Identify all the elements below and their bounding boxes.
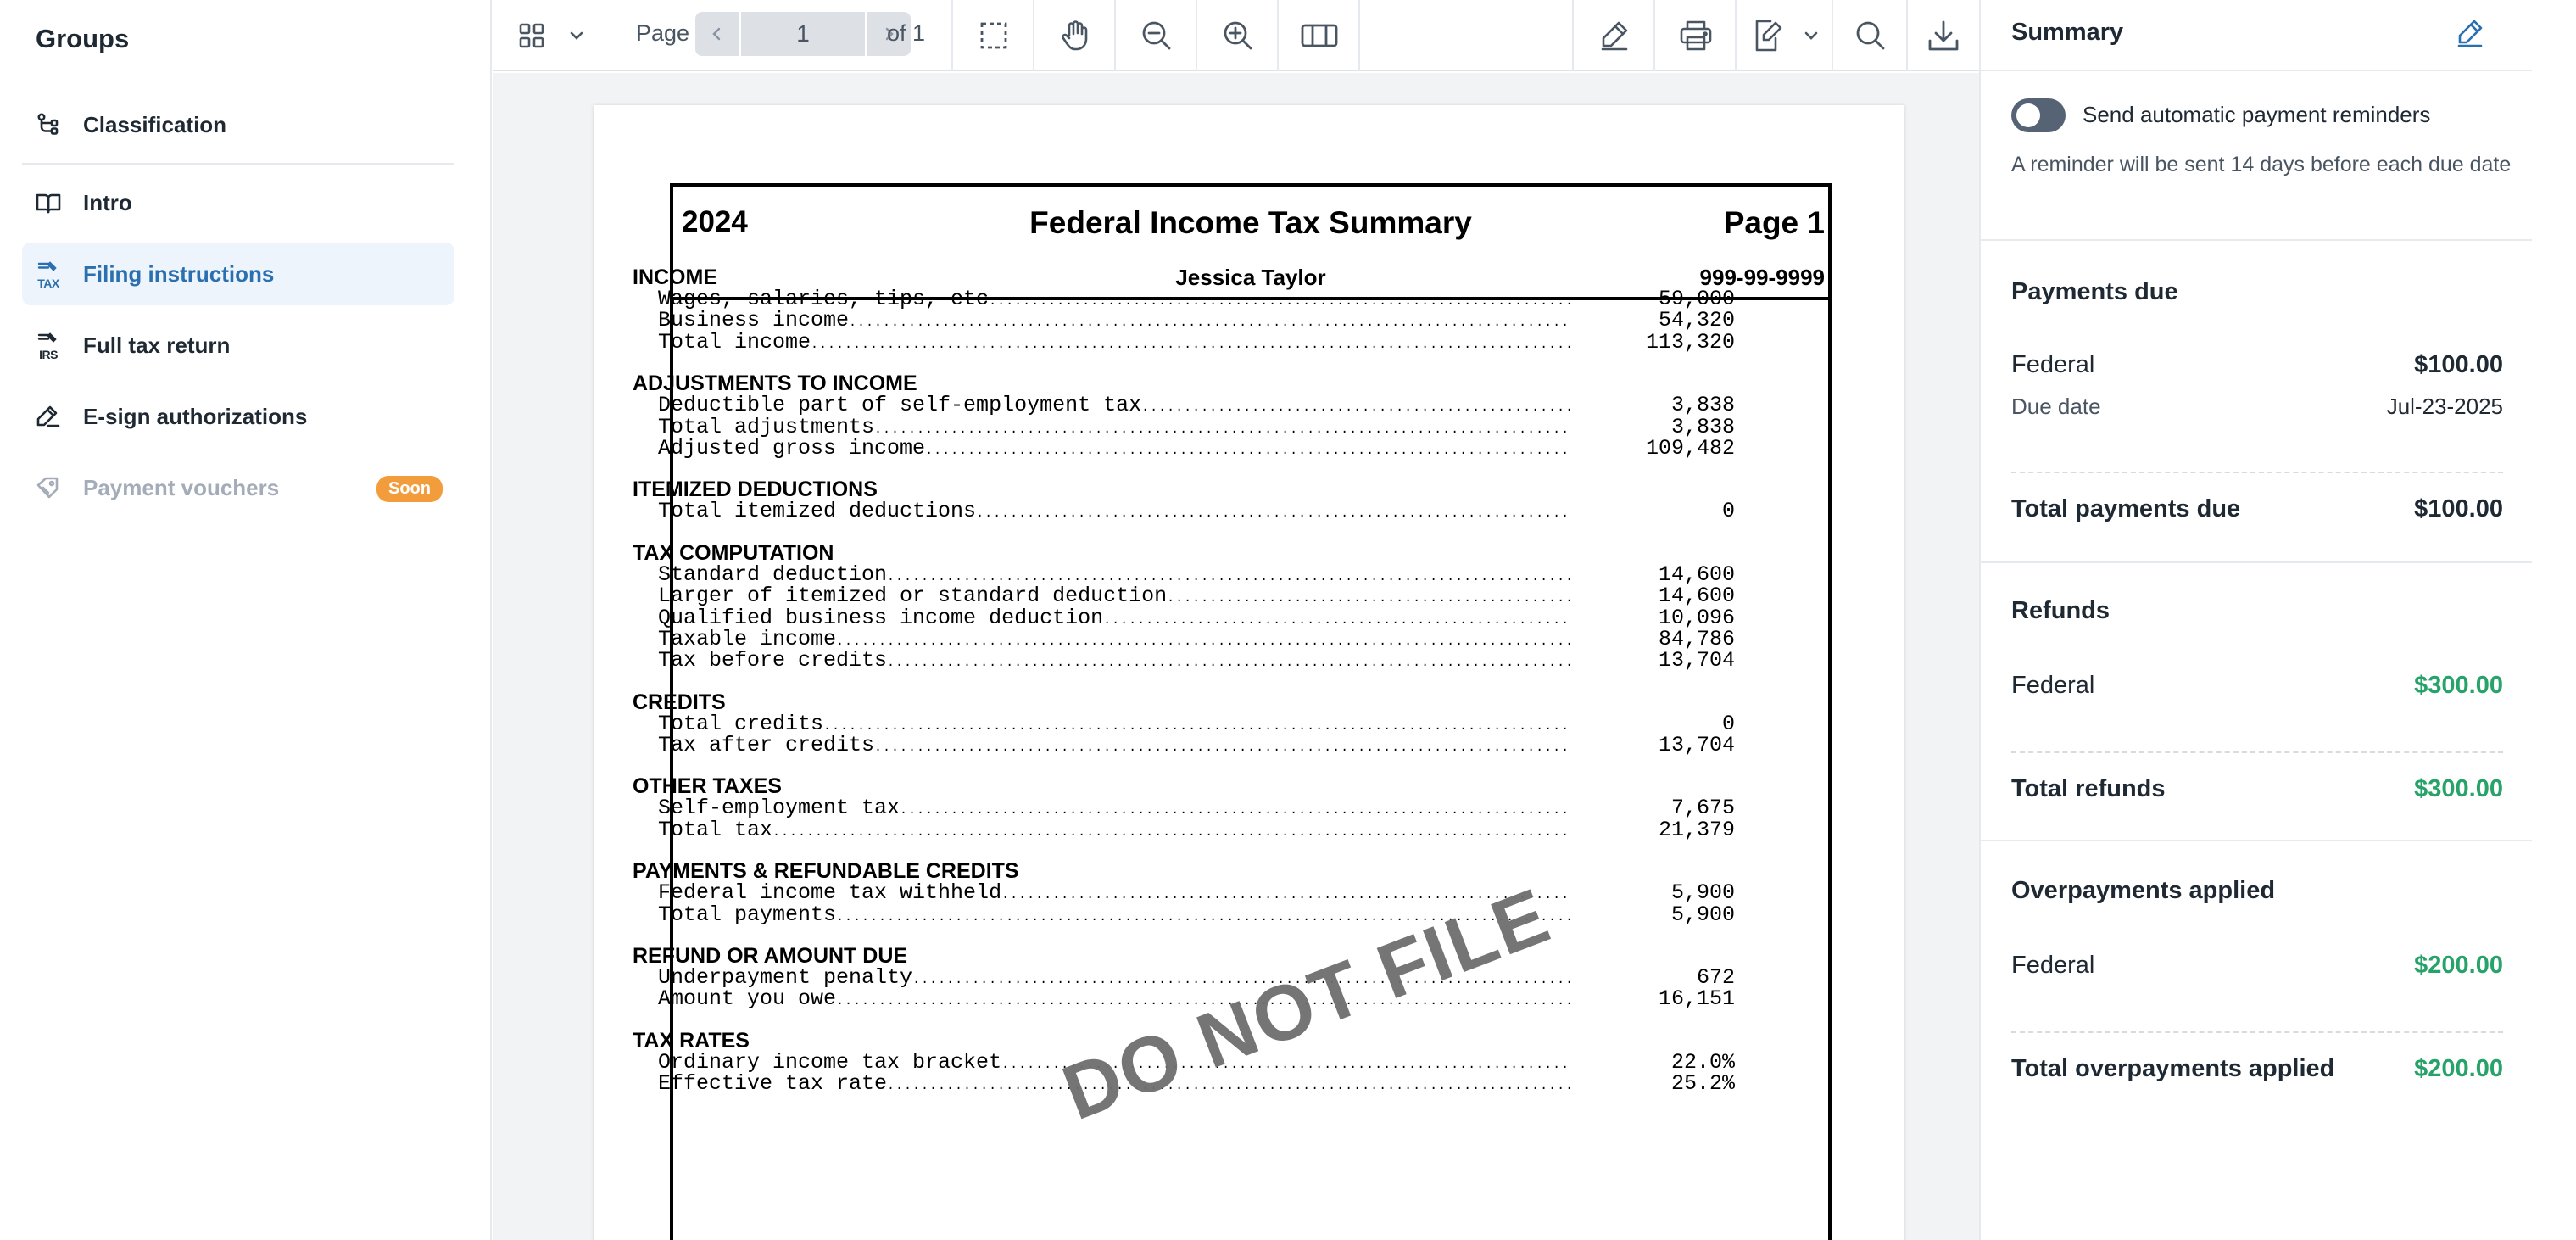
summary-dashed-divider bbox=[2011, 751, 2503, 753]
select-area-button[interactable] bbox=[955, 8, 1033, 63]
payment-reminders-help: A reminder will be sent 14 days before each due date bbox=[2011, 153, 2512, 176]
tax-line-value: 0 bbox=[1721, 499, 1735, 524]
toolbar-divider bbox=[1277, 0, 1279, 71]
tax-line-label: Adjusted gross income ..... bbox=[658, 438, 1570, 461]
sidebar-item-classification[interactable] bbox=[22, 93, 454, 156]
download-button[interactable] bbox=[1910, 8, 1977, 63]
edit-summary-button[interactable] bbox=[2454, 17, 2488, 51]
tax-line-value: 54,320 bbox=[1658, 308, 1735, 333]
row-label: Federal bbox=[2011, 672, 2095, 699]
zoom-in-icon bbox=[1221, 19, 1255, 53]
tax-line bbox=[633, 650, 1735, 671]
tax-section bbox=[633, 691, 1735, 757]
toolbar-divider bbox=[1832, 0, 1833, 71]
payments-due-federal-row bbox=[2011, 351, 2503, 379]
tax-line bbox=[633, 500, 1735, 522]
taxpayer-ssn: 999-99-9999 bbox=[1699, 265, 1825, 290]
sidebar bbox=[0, 0, 492, 1240]
tax-section-title: REFUND OR AMOUNT DUE bbox=[633, 944, 908, 969]
row-value: $100.00 bbox=[2414, 495, 2503, 522]
tax-summary-body bbox=[633, 266, 1735, 1114]
page-layout-button[interactable] bbox=[1280, 8, 1358, 63]
download-icon bbox=[1926, 19, 1960, 53]
toolbar-divider bbox=[1653, 0, 1655, 71]
tax-line bbox=[633, 584, 1735, 609]
summary-divider bbox=[1981, 70, 2532, 71]
tax-line-value: 5,900 bbox=[1670, 880, 1735, 906]
tax-line-value: 14,600 bbox=[1658, 561, 1735, 587]
tax-line-label: Business income ..... bbox=[658, 310, 1570, 333]
tax-line bbox=[633, 607, 1735, 628]
tax-section-title: CREDITS bbox=[633, 690, 726, 714]
tax-line-value: 21,379 bbox=[1658, 817, 1735, 842]
tax-line bbox=[633, 435, 1735, 461]
tax-line bbox=[633, 880, 1735, 906]
taxpayer-name: Jessica Taylor bbox=[1175, 265, 1326, 290]
tax-line-label: Self-employment tax ..... bbox=[658, 797, 1570, 821]
summary-divider bbox=[1981, 840, 2532, 841]
page-count: of 1 bbox=[887, 20, 926, 46]
payment-reminders-label: Send automatic payment reminders bbox=[2083, 102, 2431, 127]
tax-section-title: INCOME bbox=[633, 265, 717, 289]
tax-section-title: ADJUSTMENTS TO INCOME bbox=[633, 371, 917, 396]
row-label: Due date bbox=[2011, 394, 2101, 419]
marquee-select-icon bbox=[978, 20, 1010, 52]
tax-line bbox=[633, 288, 1735, 310]
tax-line-label: Standard deduction ..... bbox=[658, 564, 1570, 588]
toolbar-divider bbox=[1572, 0, 1574, 71]
sidebar-item-label: Payment vouchers bbox=[83, 474, 280, 500]
pdf-viewer[interactable] bbox=[493, 73, 1979, 1240]
previous-page-button[interactable] bbox=[695, 12, 739, 56]
tax-line bbox=[633, 713, 1735, 735]
summary-dashed-divider bbox=[2011, 1031, 2503, 1033]
tax-line-value: 13,704 bbox=[1658, 648, 1735, 673]
tax-line-value: 7,675 bbox=[1670, 796, 1735, 821]
tax-line-label: Federal income tax withheld ..... bbox=[658, 882, 1570, 906]
tax-line-label: Qualified business income deduction ..... bbox=[658, 607, 1570, 631]
voucher-icon bbox=[34, 473, 63, 502]
hand-icon bbox=[1058, 19, 1092, 53]
tax-line-value: 84,786 bbox=[1658, 626, 1735, 651]
tax-line-label: Ordinary income tax bracket ..... bbox=[658, 1052, 1570, 1075]
row-label: Total overpayments applied bbox=[2011, 1055, 2335, 1082]
printer-icon bbox=[1678, 19, 1714, 53]
tax-section-title: PAYMENTS & REFUNDABLE CREDITS bbox=[633, 859, 1019, 884]
sidebar-item-label: E-sign authorizations bbox=[83, 403, 308, 429]
tax-section-title: TAX RATES bbox=[633, 1028, 750, 1053]
tax-line-value: 0 bbox=[1721, 711, 1735, 736]
pan-tool-button[interactable] bbox=[1036, 8, 1114, 63]
tax-line-value: 3,838 bbox=[1670, 393, 1735, 418]
signature-icon bbox=[34, 402, 63, 431]
overpayments-federal-row bbox=[2011, 952, 2503, 980]
total-refunds-row bbox=[2011, 775, 2503, 803]
book-icon bbox=[34, 188, 63, 217]
row-value: $300.00 bbox=[2414, 775, 2503, 802]
tax-line-value: 25.2% bbox=[1670, 1071, 1735, 1097]
page-label: Page bbox=[636, 20, 690, 46]
sidebar-item-label: Filing instructions bbox=[83, 260, 275, 287]
total-payments-due-row bbox=[2011, 495, 2503, 523]
sidebar-item-e-sign-authorizations[interactable] bbox=[22, 385, 454, 448]
tax-icon bbox=[34, 260, 63, 288]
tax-line-value: 10,096 bbox=[1658, 605, 1735, 630]
grid-icon bbox=[517, 21, 546, 50]
pen-icon bbox=[1597, 19, 1631, 53]
tax-line bbox=[633, 796, 1735, 821]
sidebar-item-label: Full tax return bbox=[83, 332, 231, 358]
tax-line-label: Larger of itemized or standard deduction ..... bbox=[658, 585, 1570, 609]
irs-icon bbox=[34, 331, 63, 360]
tax-section bbox=[633, 266, 1735, 353]
tax-line-label: Wages, salaries, tips, etc ..... bbox=[658, 288, 1570, 312]
tax-line bbox=[633, 561, 1735, 587]
row-value: Jul-23-2025 bbox=[2386, 394, 2503, 419]
total-overpayments-row bbox=[2011, 1055, 2503, 1083]
tax-line-label: Amount you owe ..... bbox=[658, 988, 1570, 1012]
toolbar-divider bbox=[1114, 0, 1116, 71]
sign-button[interactable] bbox=[1738, 8, 1798, 63]
tax-section-title: ITEMIZED DEDUCTIONS bbox=[633, 478, 878, 502]
row-value: $200.00 bbox=[2414, 1055, 2503, 1082]
document-page-number: Page 1 bbox=[1723, 205, 1825, 240]
sidebar-title: Groups bbox=[36, 24, 130, 53]
two-page-icon bbox=[1300, 20, 1339, 51]
refunds-federal-row bbox=[2011, 672, 2503, 700]
sidebar-item-intro[interactable] bbox=[22, 171, 454, 234]
classification-icon bbox=[34, 110, 63, 139]
search-button[interactable] bbox=[1835, 8, 1906, 63]
tax-line bbox=[633, 628, 1735, 650]
sidebar-item-full-tax-return[interactable] bbox=[22, 314, 454, 377]
do-not-file-watermark: DO NOT FILE bbox=[1051, 872, 1562, 1137]
tax-line-label: Total payments ..... bbox=[658, 904, 1570, 928]
tax-line-label: Taxable income ..... bbox=[658, 628, 1570, 652]
tax-section bbox=[633, 542, 1735, 672]
tax-line-value: 59,000 bbox=[1658, 287, 1735, 311]
pdf-toolbar bbox=[493, 0, 1979, 71]
tax-section bbox=[633, 945, 1735, 1010]
document-edit-icon bbox=[1750, 18, 1786, 53]
irs-icon-text: IRS bbox=[39, 348, 58, 361]
tax-line-value: 14,600 bbox=[1658, 584, 1735, 609]
sidebar-divider bbox=[22, 163, 454, 165]
row-label: Total payments due bbox=[2011, 495, 2241, 522]
tax-line-label: Deductible part of self-employment tax ..... bbox=[658, 394, 1570, 418]
page-number-input[interactable] bbox=[741, 12, 865, 56]
toolbar-divider bbox=[951, 0, 953, 71]
tax-line bbox=[633, 735, 1735, 756]
row-label: Federal bbox=[2011, 952, 2095, 979]
tax-line-value: 113,320 bbox=[1645, 329, 1735, 355]
pdf-page bbox=[594, 105, 1904, 1240]
tax-line bbox=[633, 394, 1735, 416]
search-icon bbox=[1854, 19, 1887, 53]
zoom-out-icon bbox=[1140, 19, 1174, 53]
zoom-out-button[interactable] bbox=[1118, 8, 1196, 63]
tax-section-title: TAX COMPUTATION bbox=[633, 540, 834, 565]
tax-section-title: OTHER TAXES bbox=[633, 774, 782, 799]
tax-line-value: 3,838 bbox=[1670, 414, 1735, 439]
tax-line-label: Total itemized deductions ..... bbox=[658, 500, 1570, 524]
row-value: $100.00 bbox=[2414, 351, 2503, 378]
toolbar-divider bbox=[1196, 0, 1197, 71]
soon-badge: Soon bbox=[376, 476, 443, 502]
row-value: $300.00 bbox=[2414, 672, 2503, 699]
tax-line-value: 5,900 bbox=[1670, 902, 1735, 927]
tax-line-value: 22.0% bbox=[1670, 1049, 1735, 1075]
tax-line bbox=[633, 965, 1735, 991]
tax-line-label: Total adjustments ..... bbox=[658, 416, 1570, 440]
toolbar-divider bbox=[1906, 0, 1908, 71]
payments-due-date-row bbox=[2011, 394, 2503, 420]
tax-line-label: Tax after credits ..... bbox=[658, 735, 1570, 758]
toolbar-divider bbox=[1358, 0, 1360, 71]
tax-line bbox=[633, 416, 1735, 438]
payment-reminders-toggle[interactable] bbox=[2011, 98, 2066, 132]
tax-line-label: Total credits ..... bbox=[658, 713, 1570, 737]
summary-panel bbox=[1979, 0, 2576, 1240]
tax-line bbox=[633, 904, 1735, 925]
overpayments-heading: Overpayments applied bbox=[2011, 877, 2276, 904]
document-title: Federal Income Tax Summary bbox=[1029, 205, 1472, 240]
toolbar-divider bbox=[1033, 0, 1034, 71]
tax-year: 2024 bbox=[682, 205, 748, 238]
tax-line-label: Effective tax rate ..... bbox=[658, 1073, 1570, 1097]
tax-line-label: Tax before credits ..... bbox=[658, 650, 1570, 673]
thumbnails-dropdown-button[interactable] bbox=[560, 8, 594, 63]
chevron-down-icon bbox=[1802, 26, 1820, 45]
sidebar-item-filing-instructions[interactable] bbox=[22, 243, 454, 305]
pencil-icon bbox=[2454, 17, 2486, 49]
summary-divider bbox=[1981, 239, 2532, 241]
sign-dropdown-button[interactable] bbox=[1794, 8, 1828, 63]
summary-title: Summary bbox=[2011, 19, 2124, 46]
toolbar-divider bbox=[1735, 0, 1737, 71]
annotate-button[interactable] bbox=[1575, 8, 1653, 63]
tax-section bbox=[633, 372, 1735, 459]
tax-line-value: 16,151 bbox=[1658, 986, 1735, 1012]
refunds-heading: Refunds bbox=[2011, 597, 2110, 624]
thumbnails-button[interactable] bbox=[512, 8, 551, 63]
summary-divider bbox=[1981, 561, 2532, 563]
tax-section bbox=[633, 775, 1735, 841]
print-button[interactable] bbox=[1657, 8, 1735, 63]
tax-line-value: 13,704 bbox=[1658, 733, 1735, 758]
tax-line-label: Total income ..... bbox=[658, 332, 1570, 355]
payments-due-heading: Payments due bbox=[2011, 278, 2178, 305]
chevron-down-icon bbox=[567, 26, 586, 45]
zoom-in-button[interactable] bbox=[1199, 8, 1277, 63]
tax-line-label: Underpayment penalty ..... bbox=[658, 967, 1570, 991]
tax-icon-text: TAX bbox=[37, 276, 59, 290]
row-value: $200.00 bbox=[2414, 952, 2503, 979]
row-label: Federal bbox=[2011, 351, 2095, 378]
tax-section bbox=[633, 478, 1735, 522]
tax-line bbox=[633, 310, 1735, 331]
row-label: Total refunds bbox=[2011, 775, 2166, 802]
sidebar-item-label: Classification bbox=[83, 111, 227, 137]
chevron-left-icon bbox=[709, 25, 726, 42]
sidebar-item-label: Intro bbox=[83, 189, 132, 215]
tax-line-value: 109,482 bbox=[1645, 435, 1735, 461]
sidebar-item-payment-vouchers bbox=[22, 456, 454, 519]
tax-line bbox=[633, 819, 1735, 841]
summary-dashed-divider bbox=[2011, 472, 2503, 473]
tax-section bbox=[633, 860, 1735, 925]
tax-line bbox=[633, 329, 1735, 355]
tax-line-label: Total tax ..... bbox=[658, 819, 1570, 843]
tax-line-value: 672 bbox=[1696, 965, 1735, 991]
